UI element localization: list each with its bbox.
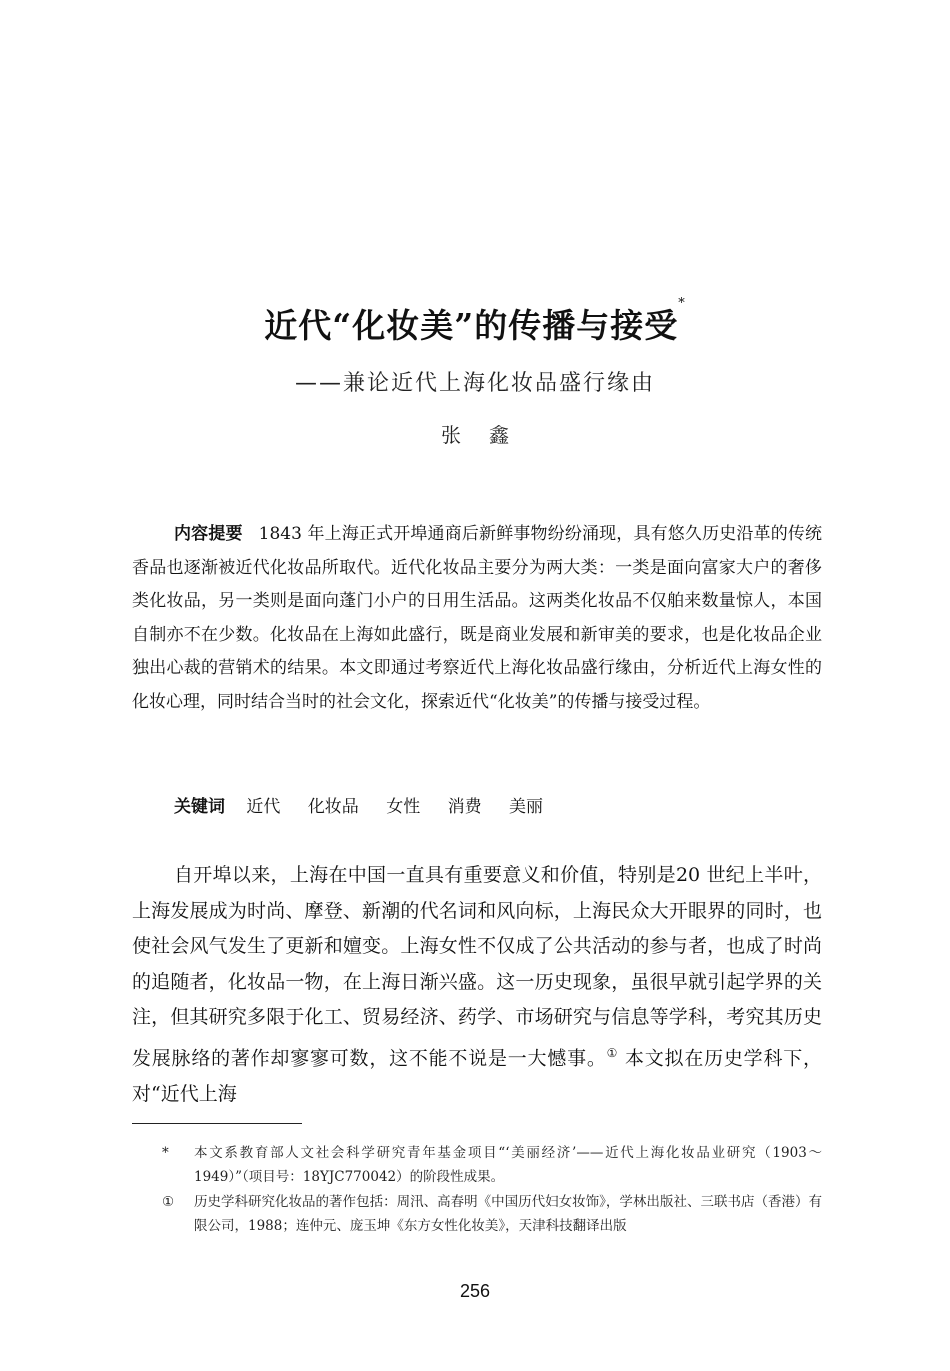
footnote-star	[132, 1141, 822, 1189]
body-paragraph-continuation: 本文拟在历史学科下，对“近代上海	[132, 1047, 822, 1105]
article-subtitle: ——兼论近代上海化妆品盛行缘由	[294, 371, 655, 396]
keywords	[174, 792, 824, 817]
keyword-item: 化妆品	[307, 797, 359, 817]
keyword-item: 女性	[386, 797, 421, 817]
footnote-text: 本文系教育部人文社会科学研究青年基金项目“‘美丽经济’——近代上海化妆品业研究（1903～1949）”（项目号：18YJC770042）的阶段性成果。	[194, 1145, 822, 1185]
abstract	[132, 518, 822, 719]
abstract-text: 1843 年上海正式开埠通商后新鲜事物纷纷涌现，具有悠久历史沿革的传统香品也逐渐被近代化妆品所取代。近代化妆品主要分为两大类：一类是面向富家大户的奢侈类化妆品，另一类则是面向蓬门小户的日用生活品。这两类化妆品不仅舶来数量惊人，本国自制亦不在少数。化妆品在上海如此盛行，既是商业发展和新审美的要求，也是化妆品企业独出心裁的营销术的结果。本文即通过考察近代上海化妆品盛行缘由，分析近代上海女性的化妆心理，同时结合当时的社会文化，探索近代“化妆美”的传播与接受过程。	[132, 524, 823, 712]
body-paragraph-text: 自开埠以来，上海在中国一直具有重要意义和价值，特别是20 世纪上半叶，上海发展成为时尚、摩登、新潮的代名词和风向标，上海民众大开眼界的同时，也使社会风气发生了更新和嬗变。上海女性不仅成了公共活动的参与者，也成了时尚的追随者，化妆品一物，在上海日渐兴盛。这一历史现象，虽很早就引起学界的关注，但其研究多限于化工、贸易经济、药学、市场研究与信息等学科，考究其历史发展脉络的著作却寥寥可数，这不能不说是一大憾事。	[132, 864, 822, 1070]
footnote-text: 历史学科研究化妆品的著作包括：周汛、高春明《中国历代妇女妆饰》，学林出版社、三联书店（香港）有限公司，1988；连仲元、庞玉坤《东方女性化妆美》，天津科技翻译出版	[194, 1194, 822, 1234]
title-footnote-mark[interactable]: *	[678, 296, 686, 311]
footnote-mark: *	[162, 1145, 169, 1161]
page-number: 256	[459, 1281, 491, 1301]
footnote-1	[132, 1190, 822, 1238]
body-paragraph	[132, 858, 822, 1112]
keyword-item: 美丽	[509, 797, 544, 817]
footnote-divider	[132, 1123, 302, 1124]
keyword-item: 消费	[447, 797, 482, 817]
footnote-mark: ①	[162, 1194, 175, 1210]
abstract-label: 内容提要	[174, 524, 243, 544]
keywords-label: 关键词	[174, 797, 225, 817]
article-title-text: 近代“化妆美”的传播与接受	[264, 306, 679, 345]
author-name: 张鑫	[441, 423, 537, 447]
keyword-item: 近代	[246, 797, 281, 817]
article-title	[0, 296, 950, 347]
footnote-ref-1[interactable]: ①	[606, 1045, 619, 1060]
